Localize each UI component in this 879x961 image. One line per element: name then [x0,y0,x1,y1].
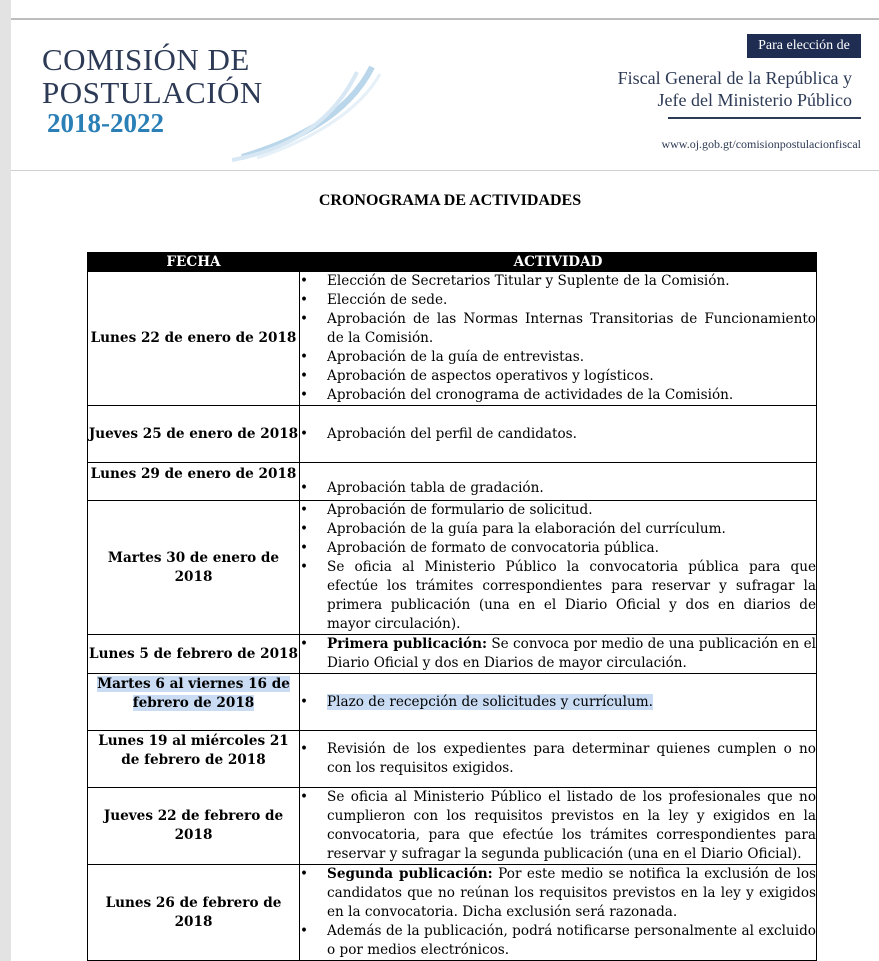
table-row [88,788,817,865]
table-row [88,501,817,635]
table-row [88,635,817,674]
header-divider [668,117,861,119]
logo-years: 2018-2022 [47,108,164,138]
list-item: • Aprobación de la guía para la elaboración del currículum. [300,520,816,539]
list-item [300,693,816,712]
list-item: • Aprobación de formato de convocatoria pública. [300,539,816,558]
list-item [300,865,816,922]
schedule-table [87,252,817,961]
activity-list [300,501,816,634]
row-date: Lunes 5 de febrero de 2018 [88,635,300,674]
row-date: Lunes 29 de enero de 2018 [88,463,300,501]
commission-logo [42,42,372,152]
highlighted-date: Martes 6 al viernes 16 de febrero de 2018 [97,676,290,711]
activity-list [300,740,816,778]
activity-list [300,693,816,712]
table-row [88,731,817,788]
row-date: Martes 30 de enero de 2018 [88,501,300,635]
activity-list [300,865,816,960]
item-bold-label: Primera publicación: [327,636,488,652]
row-activities [300,635,817,674]
logo-text-line2: POSTULACIÓN [42,75,263,110]
list-item [300,635,816,673]
page-left-margin [0,0,11,961]
item-text: Por este medio se notifica la exclusión de los candidatos que no reúnan los requisitos previstos en la ley y exigidos en la convocatoria. Dicha exclusión será razonada. [327,866,816,920]
activity-list [300,479,816,498]
list-item: • Aprobación del cronograma de actividades de la Comisión. [300,386,816,405]
column-header-actividad [300,253,817,272]
activity-list [300,272,816,405]
activity-list [300,425,816,444]
list-item: • Elección de Secretarios Titular y Suplente de la Comisión. [300,272,816,291]
table-row [88,674,817,731]
list-item: • Se oficia al Ministerio Público el listado de los profesionales que no cumplieron con los requisitos previstos en la ley y exigidos en la convocatoria, para que efectúe los trámites correspondientes para reservar y sufragar la segunda publicación (una en el Diario Oficial). [300,788,816,864]
header-title-line2: Jefe del Ministerio Público [657,90,852,110]
row-activities [300,788,817,865]
list-item: • Aprobación del perfil de candidatos. [300,425,816,444]
row-activities [300,463,817,501]
table-row [88,406,817,463]
logo-text-line1: COMISIÓN DE [42,42,250,77]
item-text: Se convoca por medio de una publicación en el Diario Oficial y dos en Diarios de mayor circulación. [327,636,817,671]
list-item: • Aprobación tabla de gradación. [300,479,816,498]
list-item: • Se oficia al Ministerio Público la convocatoria pública para que efectúe los trámites correspondientes para reservar y sufragar la primera publicación (una en el Diario Oficial y dos en diarios de mayor circulación). [300,558,816,634]
row-activities [300,501,817,635]
list-item: • Revisión de los expedientes para determinar quienes cumplen o no con los requisitos exigidos. [300,740,816,778]
list-item: • Aprobación de la guía de entrevistas. [300,348,816,367]
row-date [88,674,300,731]
row-date: Lunes 26 de febrero de 2018 [88,865,300,961]
row-activities [300,731,817,788]
header-bottom-border [11,170,879,171]
highlighted-item: Plazo de recepción de solicitudes y currículum. [327,693,653,710]
row-activities [300,865,817,961]
item-bold-label: Segunda publicación: [327,866,493,882]
table-row [88,865,817,961]
row-date: Jueves 22 de febrero de 2018 [88,788,300,865]
table-header-row [88,253,817,272]
list-item: • Elección de sede. [300,291,816,310]
row-activities [300,406,817,463]
list-item: • Aprobación de formulario de solicitud. [300,501,816,520]
row-date: Jueves 25 de enero de 2018 [88,406,300,463]
row-activities [300,674,817,731]
election-badge: Para elección de [747,34,861,58]
row-date: Lunes 19 al miércoles 21 de febrero de 2018 [88,731,300,788]
list-item: • Aprobación de las Normas Internas Transitorias de Funcionamiento de la Comisión. [300,310,816,348]
column-header-actividad-label: ACTIVIDAD [513,254,603,270]
column-header-fecha [88,253,300,272]
table-row [88,272,817,406]
row-date: Lunes 22 de enero de 2018 [88,272,300,406]
document-title: CRONOGRAMA DE ACTIVIDADES [318,192,582,209]
list-item: • Además de la publicación, podrá notificarse personalmente al excluido o por medios electrónicos. [300,922,816,960]
row-activities [300,272,817,406]
activity-list [300,788,816,864]
list-item: • Aprobación de aspectos operativos y logísticos. [300,367,816,386]
table-row [88,463,817,501]
header-url: www.oj.gob.gt/comisionpostulacionfiscal [661,137,861,151]
activity-list [300,635,816,673]
header-title-line1: Fiscal General de la República y [617,68,852,88]
column-header-fecha-label: FECHA [166,254,221,270]
